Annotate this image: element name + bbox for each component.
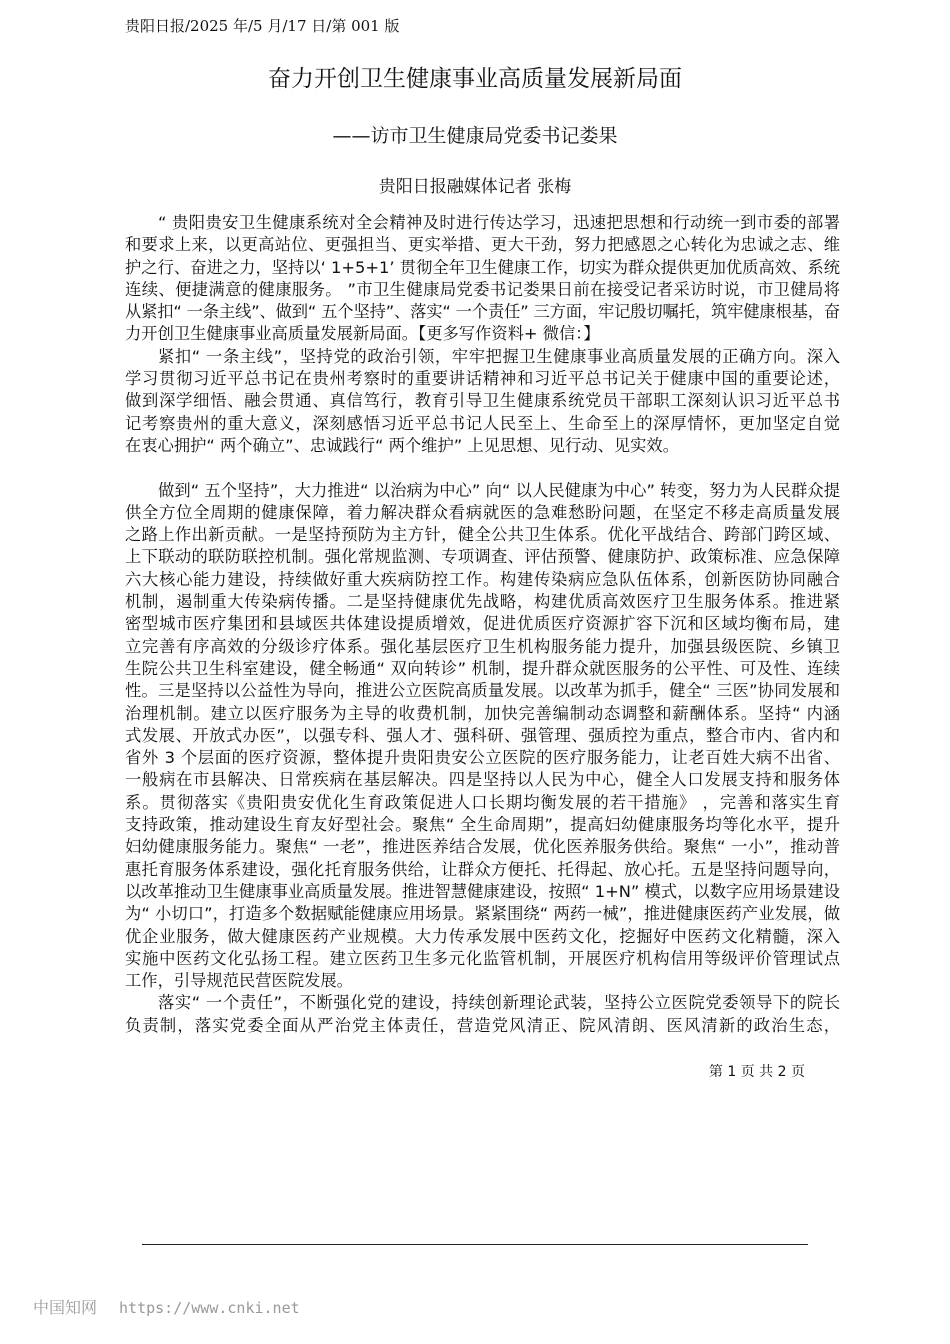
paragraph-line: 以改革推动卫生健康事业高质量发展。推进智慧健康建设，按照“ 1+N” 模式，以数字应用场景建设: [125, 881, 840, 901]
paragraph-line: 优企业服务，做大健康医药产业规模。大力传承发展中医药文化，挖掘好中医药文化精髓，深入: [125, 926, 840, 946]
paragraph-line: 护之行、奋进之力，坚持以‘ 1+5+1’ 贯彻全年卫生健康工作，切实为群众提供更加优质高效、系统: [125, 257, 840, 277]
paragraph-line: 治理机制。建立以医疗服务为主导的收费机制，加快完善编制动态调整和薪酬体系。坚持“ 内涵: [125, 703, 840, 723]
paragraph-line: 做到“ 五个坚持”，大力推进“ 以治病为中心” 向“ 以人民健康为中心” 转变，努力为人民群众提: [158, 480, 840, 500]
paragraph-line: 做到深学细悟、融会贯通、真信笃行，教育引导卫生健康系统党员干部职工深刻认识习近平总书: [125, 391, 840, 411]
paragraph-line: 性。三是坚持以公益性为导向，推进公立医院高质量发展。以改革为抓手，健全“ 三医”协同发展和: [125, 681, 840, 701]
paragraph-line: 为“ 小切口”，打造多个数据赋能健康应用场景。紧紧围绕“ 两药一械”，推进健康医药产业发展，做: [125, 904, 840, 924]
watermark-url: https://www.cnki.net: [119, 1299, 300, 1317]
paragraph-line: 六大核心能力建设，持续做好重大疾病防控工作。构建传染病应急队伍体系，创新医防协同融合: [125, 569, 840, 589]
paragraph-line: 工作，引导规范民营医院发展。: [125, 971, 353, 991]
paragraph-line: 连续、便捷满意的健康服务。 ”市卫生健康局党委书记娄果日前在接受记者采访时说，市卫健局将: [125, 279, 840, 299]
paragraph-line: 系。贯彻落实《贵阳贵安优化生育政策促进人口长期均衡发展的若干措施》 ，完善和落实生育: [125, 792, 840, 812]
paragraph-line: 之路上作出新贡献。一是坚持预防为主方针，健全公共卫生体系。优化平战结合、跨部门跨区域、: [125, 525, 840, 545]
paragraph-line: 一般病在市县解决、日常疾病在基层解决。四是坚持以人民为中心，健全人口发展支持和服务体: [125, 770, 840, 790]
paragraph-line: 落实“ 一个责任”，不断强化党的建设，持续创新理论武装，坚持公立医院党委领导下的院长: [158, 993, 840, 1013]
paragraph-line: 负责制，落实党委全面从严治党主体责任，营造党风清正、院风清朗、医风清新的政治生态，: [125, 1015, 840, 1035]
article-author: 贵阳日报融媒体记者 张梅: [378, 177, 572, 197]
paragraph-line: 省外 3 个层面的医疗资源，整体提升贵阳贵安公立医院的医疗服务能力，让老百姓大病不出省、: [125, 748, 840, 768]
paragraph-line: 式发展、开放式办医”，以强专科、强人才、强科研、强管理、强质控为重点，整合市内、省内和: [125, 725, 840, 745]
paragraph-line: 支持政策，推动建设生育友好型社会。聚焦“ 全生命周期”，提高妇幼健康服务均等化水平，提升: [125, 815, 840, 835]
paragraph-line: “ 贵阳贵安卫生健康系统对全会精神及时进行传达学习，迅速把思想和行动统一到市委的部署: [158, 213, 840, 232]
paragraph-line: 妇幼健康服务能力。聚焦“ 一老”，推进医养结合发展，优化医养服务供给。聚焦“ 一小”，推动普: [125, 837, 840, 857]
paragraph-line: 在衷心拥护“ 两个确立”、忠诚践行“ 两个维护” 上见思想、见行动、见实效。: [125, 435, 679, 455]
paragraph: [125, 992, 840, 1037]
publication-source: 贵阳日报/2025 年/5 月/17 日/第 001 版: [125, 17, 400, 35]
paragraph: [125, 480, 840, 993]
paragraph-line: 上下联动的联防联控机制。强化常规监测、专项调查、评估预警、健康防护、政策标准、应急保障: [125, 547, 840, 567]
paragraph-line: 生院公共卫生科室建设，健全畅通“ 双向转诊” 机制，提升群众就医服务的公平性、可及性、连续: [125, 658, 840, 678]
article-subtitle: ——访市卫生健康局党委书记娄果: [332, 125, 618, 147]
paragraph-line: 惠托育服务体系建设，强化托育服务供给，让群众方便托、托得起、放心托。五是坚持问题导向，: [125, 859, 840, 879]
paragraph-line: 和要求上来，以更高站位、更强担当、更实举措、更大干劲，努力把感恩之心转化为忠诚之志、维: [125, 235, 840, 255]
paragraph-line: 实施中医药文化弘扬工程。建立医药卫生多元化监管机制，开展医疗机构信用等级评价管理试点: [125, 948, 840, 968]
paragraph-line: 学习贯彻习近平总书记在贵州考察时的重要讲话精神和习近平总书记关于健康中国的重要论述，: [125, 369, 840, 389]
paragraph: [125, 212, 840, 346]
watermark: [33, 1295, 300, 1318]
paragraph-line: 供全方位全周期的健康保障，着力解决群众看病就医的急难愁盼问题，在坚定不移走高质量发展: [125, 502, 840, 522]
paragraph-line: 力开创卫生健康事业高质量发展新局面。【更多写作资料+ 微信：】: [125, 324, 600, 344]
paragraph-line: 密型城市医疗集团和县域医共体建设提质增效，促进优质医疗资源扩容下沉和区域均衡布局，建: [125, 614, 840, 634]
watermark-name: 中国知网: [33, 1298, 98, 1317]
article-body: [125, 212, 840, 1037]
paragraph-line: 紧扣“ 一条主线”，坚持党的政治引领，牢牢把握卫生健康事业高质量发展的正确方向。深入: [158, 346, 840, 366]
paragraph-line: 从紧扣“ 一条主线”、做到“ 五个坚持”、落实“ 一个责任” 三方面，牢记殷切嘱托，筑牢健康根基，奋: [125, 302, 840, 322]
paragraph-line: 记考察贵州的重大意义，深刻感悟习近平总书记人民至上、生命至上的深厚情怀，更加坚定自觉: [125, 413, 840, 433]
paragraph-gap: [125, 457, 840, 479]
footer-divider: [142, 1244, 808, 1245]
page-indicator: 第 1 页 共 2 页: [708, 1064, 805, 1080]
article-title: 奋力开创卫生健康事业高质量发展新局面: [268, 66, 682, 92]
paragraph-line: 立完善有序高效的分级诊疗体系。强化基层医疗卫生机构服务能力提升，加强县级医院、乡镇卫: [125, 636, 840, 656]
paragraph-line: 机制，遏制重大传染病传播。二是坚持健康优先战略，构建优质高效医疗卫生服务体系。推进紧: [125, 592, 840, 612]
paragraph: [125, 346, 840, 457]
